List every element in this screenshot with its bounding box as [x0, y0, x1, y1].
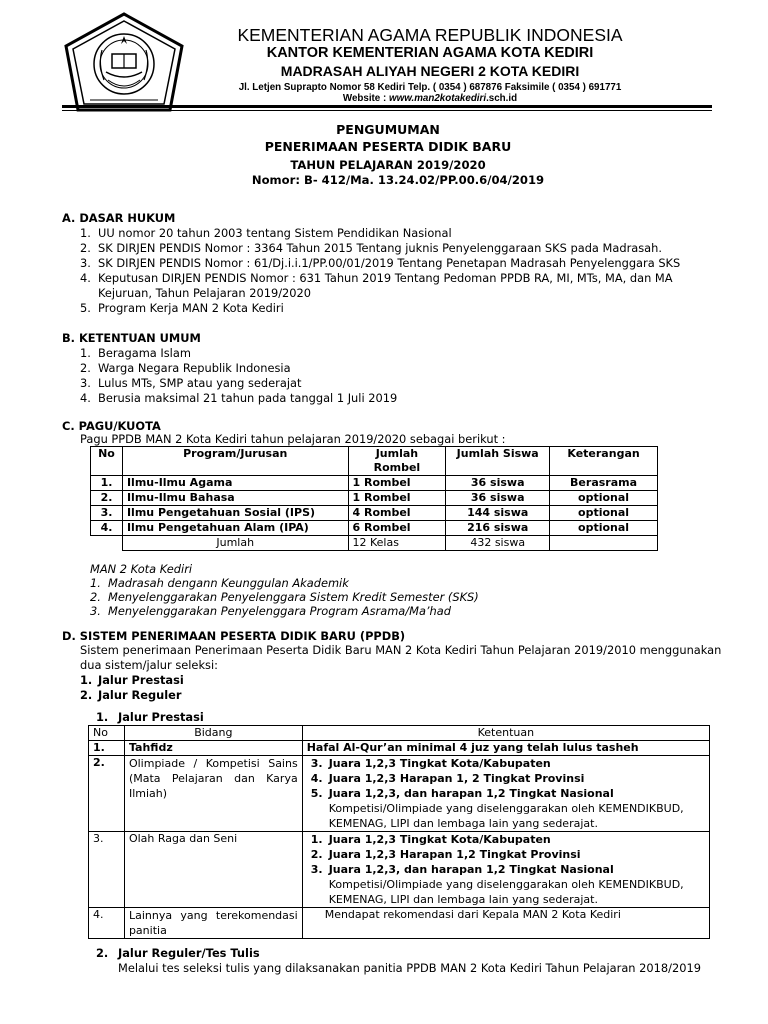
- note-item: 1. Madrasah dengann Keunggulan Akademik: [90, 576, 349, 590]
- section-d-paragraph: Sistem penerimaan Penerimaan Peserta Didik Baru MAN 2 Kota Kediri Tahun Pelajaran 2019/2010 menggunakan: [80, 643, 722, 657]
- section-a-item: 4. Keputusan DIRJEN PENDIS Nomor : 631 Tahun 2019 Tentang Pedoman PPDB RA, MI, MTs, MA, dan MA: [80, 271, 673, 285]
- prestasi-table-header: No Bidang Ketentuan: [89, 726, 710, 741]
- table-row: 2. Ilmu-Ilmu Bahasa 1 Rombel 36 siswa optional: [91, 491, 658, 506]
- website-domain: www.man2kotakediri: [388, 93, 487, 105]
- section-d-heading: D. SISTEM PENERIMAAN PESERTA DIDIK BARU (PPDB): [62, 629, 406, 643]
- letterhead-rule-thin: [62, 110, 712, 111]
- jalur-reguler-text: Melalui tes seleksi tulis yang dilaksanakan panitia PPDB MAN 2 Kota Kediri Tahun Pelajaran 2018/2019: [118, 961, 701, 975]
- table-row: 1. Tahfidz Hafal Al-Qur’an minimal 4 juz yang telah lulus tasheh: [89, 741, 710, 756]
- table-row: 2. Olimpiade / Kompetisi Sains (Mata Pelajaran dan Karya Ilmiah) 3. Juara 1,2,3 Tingkat Kota/Kabupaten 4. Juara 1,2,3 Harapan 1, 2 Tingkat Provinsi 5. Juara 1,2,3, dan harapan 1,2 Tingkat Nasional Kompetisi/Olimpiade yang diselenggarakan oleh KEMENDIKBUD, KEMENAG, LIPI dan lembaga lain yang sederajat.: [89, 756, 710, 832]
- quota-intro: Pagu PPDB MAN 2 Kota Kediri tahun pelajaran 2019/2020 sebagai berikut :: [80, 432, 506, 446]
- section-a-item: 2. SK DIRJEN PENDIS Nomor : 3364 Tahun 2015 Tentang juknis Penyelenggaraan SKS pada Madrasah.: [80, 241, 662, 255]
- section-a-item: 3. SK DIRJEN PENDIS Nomor : 61/Dj.i.i.1/PP.00/01/2019 Tentang Penetapan Madrasah Penyelenggara SKS: [80, 256, 681, 270]
- requirement-note: Kompetisi/Olimpiade yang diselenggarakan oleh KEMENDIKBUD,: [328, 802, 684, 815]
- table-total-row: Jumlah 12 Kelas 432 siswa: [91, 536, 658, 551]
- requirement-note: KEMENAG, LIPI dan lembaga lain yang sederajat.: [328, 817, 598, 830]
- note-item: 2. Menyelenggarakan Penyelenggara Sistem Kredit Semester (SKS): [90, 590, 479, 604]
- requirement-item: 4. Juara 1,2,3 Harapan 1, 2 Tingkat Provinsi: [310, 772, 585, 785]
- requirement-item: 5. Juara 1,2,3, dan harapan 1,2 Tingkat Nasional: [310, 787, 614, 800]
- section-c-heading: C. PAGU/KUOTA: [62, 419, 161, 433]
- ministry-name: KEMENTERIAN AGAMA REPUBLIK INDONESIA: [237, 25, 623, 45]
- section-b-item: 3. Lulus MTs, SMP atau yang sederajat: [80, 376, 302, 390]
- section-d-paragraph-cont: dua sistem/jalur seleksi:: [80, 658, 218, 672]
- table-row: 4. Ilmu Pengetahuan Alam (IPA) 6 Rombel 216 siswa optional: [91, 521, 658, 536]
- requirement-item: 3. Juara 1,2,3 Tingkat Kota/Kabupaten: [310, 757, 551, 770]
- letter-number: Nomor: B- 412/Ma. 13.24.02/PP.00.6/04/2019: [251, 173, 545, 187]
- jalur-prestasi-heading: 1. Jalur Prestasi: [96, 710, 204, 724]
- letterhead: [190, 26, 670, 105]
- academic-year: TAHUN PELAJARAN 2019/2020: [290, 158, 486, 172]
- section-b-item: 1. Beragama Islam: [80, 346, 191, 360]
- section-b-item: 2. Warga Negara Republik Indonesia: [80, 361, 291, 375]
- section-a-item: 1. UU nomor 20 tahun 2003 tentang Sistem Pendidikan Nasional: [80, 226, 452, 240]
- jalur-item: 2. Jalur Reguler: [80, 688, 182, 702]
- prestasi-table: [88, 725, 710, 939]
- quota-table-header: No Program/Jurusan Jumlah Rombel Jumlah Siswa Keterangan: [91, 447, 658, 476]
- requirement-note: KEMENAG, LIPI dan lembaga lain yang sederajat.: [328, 893, 598, 906]
- table-row: 1. Ilmu-Ilmu Agama 1 Rombel 36 siswa Berasrama: [91, 476, 658, 491]
- school-website: Website : www.man2kotakediri.sch.id: [342, 93, 518, 105]
- requirement-item: 3. Juara 1,2,3, dan harapan 1,2 Tingkat Nasional: [310, 863, 614, 876]
- section-b-heading: B. KETENTUAN UMUM: [62, 331, 201, 345]
- table-row: 3. Olah Raga dan Seni 1. Juara 1,2,3 Tingkat Kota/Kabupaten 2. Juara 1,2,3 Harapan 1,2 Tingkat Provinsi 3. Juara 1,2,3, dan harapan 1,2 Tingkat Nasional Kompetisi/Olimpiade yang diselenggarakan oleh KEMENDIKBUD, KEMENAG, LIPI dan lembaga lain yang sederajat.: [89, 832, 710, 908]
- school-address: Jl. Letjen Suprapto Nomor 58 Kediri Telp. ( 0354 ) 687876 Faksimile ( 0354 ) 691771: [238, 81, 622, 93]
- section-b-item: 4. Berusia maksimal 21 tahun pada tanggal 1 Juli 2019: [80, 391, 398, 405]
- office-name: KANTOR KEMENTERIAN AGAMA KOTA KEDIRI: [266, 45, 594, 62]
- notes-title: MAN 2 Kota Kediri: [90, 562, 193, 576]
- section-a-item: 5. Program Kerja MAN 2 Kota Kediri: [80, 301, 284, 315]
- announcement-title: PENGUMUMAN: [336, 122, 440, 137]
- requirement-note: Kompetisi/Olimpiade yang diselenggarakan oleh KEMENDIKBUD,: [328, 878, 684, 891]
- table-row: 3. Ilmu Pengetahuan Sosial (IPS) 4 Rombel 144 siswa optional: [91, 506, 658, 521]
- table-row: 4. Lainnya yang terekomendasi panitia Mendapat rekomendasi dari Kepala MAN 2 Kota Kediri: [89, 908, 710, 939]
- jalur-item: 1. Jalur Prestasi: [80, 673, 184, 687]
- requirement-item: 1. Juara 1,2,3 Tingkat Kota/Kabupaten: [310, 833, 551, 846]
- requirement-item: 2. Juara 1,2,3 Harapan 1,2 Tingkat Provinsi: [310, 848, 581, 861]
- school-name: MADRASAH ALIYAH NEGERI 2 KOTA KEDIRI: [280, 63, 580, 80]
- jalur-reguler-heading: 2. Jalur Reguler/Tes Tulis: [96, 946, 260, 960]
- kemenag-logo: [60, 10, 188, 114]
- announcement-subtitle: PENERIMAAN PESERTA DIDIK BARU: [264, 139, 512, 154]
- quota-table: [90, 446, 658, 551]
- section-a-item-cont: Kejuruan, Tahun Pelajaran 2019/2020: [98, 286, 312, 300]
- note-item: 3. Menyelenggarakan Penyelenggara Program Asrama/Ma’had: [90, 604, 451, 618]
- section-a-heading: A. DASAR HUKUM: [62, 211, 176, 225]
- letterhead-rule-thick: [62, 105, 712, 108]
